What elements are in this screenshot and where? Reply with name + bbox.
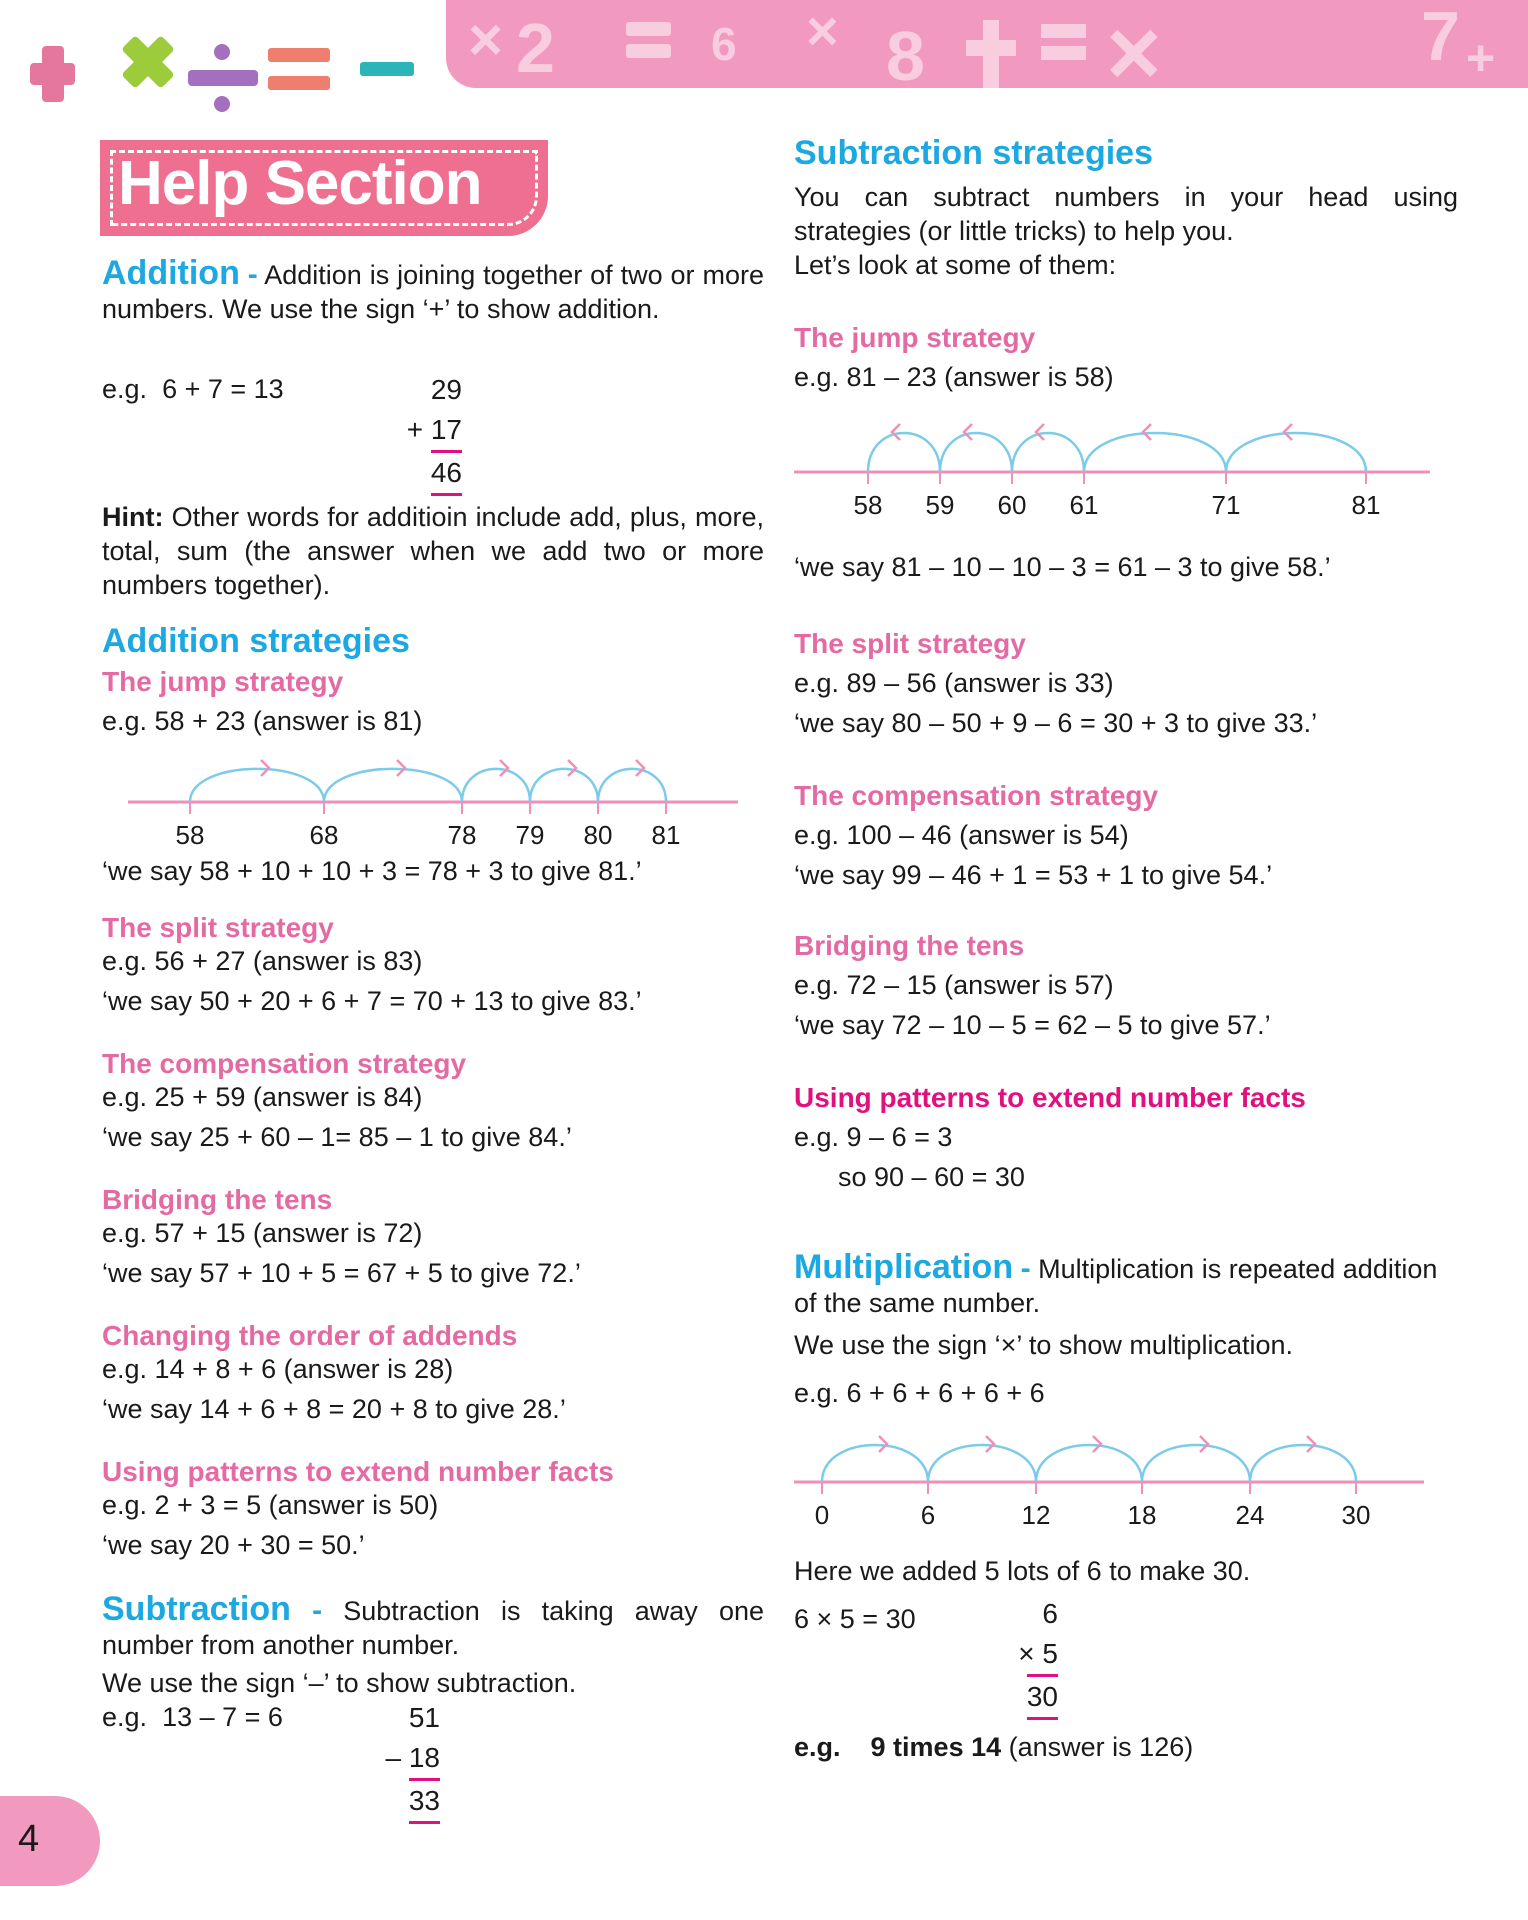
addition-hint: Hint: Other words for additioin include add, plus, more, total, sum (the answer when we add two or more numbers together). <box>102 502 764 600</box>
add-patterns-section: Using patterns to extend number facts e.g. 2 + 3 = 5 (answer is 50) ‘we say 20 + 30 = 50.’ <box>102 1456 614 1560</box>
number-line-label: 58 <box>175 820 205 850</box>
header-banner <box>446 0 1528 88</box>
addition-definition: Addition is joining together of two or more numbers. We use the sign ‘+’ to show addition. <box>102 260 764 324</box>
decor-7: 7 <box>1421 0 1460 75</box>
jump-arc <box>822 1445 928 1482</box>
subtraction-heading: Subtraction <box>102 1590 291 1628</box>
number-line-label: 80 <box>583 820 613 850</box>
add-split-section: The split strategy e.g. 56 + 27 (answer is 83) ‘we say 50 + 20 + 6 + 7 = 70 + 13 to give 83.’ <box>102 912 642 1016</box>
jump-arc <box>1036 1445 1142 1482</box>
subtraction-example: e.g. 13 – 7 = 6 <box>102 1702 283 1732</box>
number-line-label: 58 <box>853 490 883 520</box>
number-line-label: 68 <box>309 820 339 850</box>
subtraction-strategies-heading: Subtraction strategies <box>794 134 1153 172</box>
addition-column-sum: 29 + 17 46 <box>380 370 462 496</box>
add-bridging-section: Bridging the tens e.g. 57 + 15 (answer is 72) ‘we say 57 + 10 + 5 = 67 + 5 to give 72.’ <box>102 1184 581 1288</box>
jump-arrow-icon <box>1036 424 1044 440</box>
svg-text:×: × <box>1106 0 1162 88</box>
jump-arc <box>462 769 530 802</box>
title-ribbon <box>100 140 548 236</box>
jump-arc <box>598 769 666 802</box>
number-line-label: 81 <box>651 820 681 850</box>
number-line-label: 79 <box>515 820 545 850</box>
addition-intro: Addition - Addition is joining together of two or more numbers. We use the sign ‘+’ to show addition. <box>102 254 764 324</box>
multiplication-intro: Multiplication - Multiplication is repeated addition of the same number. <box>794 1248 1438 1318</box>
multiplication-summary: Here we added 5 lots of 6 to make 30. <box>794 1556 1251 1586</box>
addition-heading: Addition <box>102 254 240 292</box>
jump-arc <box>1012 433 1084 472</box>
number-line-label: 6 <box>920 1500 936 1530</box>
plus-icon <box>30 46 75 102</box>
jump-arc <box>1142 1445 1250 1482</box>
jump-arc <box>530 769 598 802</box>
add-jump-explanation: ‘we say 58 + 10 + 10 + 3 = 78 + 3 to give 81.’ <box>102 856 642 886</box>
multiplication-sign-line: We use the sign ‘×’ to show multiplication. <box>794 1330 1293 1360</box>
number-line-label: 18 <box>1127 1500 1157 1530</box>
subtraction-column: 51 – 18 33 <box>360 1698 440 1824</box>
math-symbols-decoration <box>30 20 430 124</box>
number-line-label: 0 <box>814 1500 830 1530</box>
addition-example: e.g. 6 + 7 = 13 <box>102 374 284 404</box>
multiplication-column: 6 × 5 30 <box>990 1594 1058 1720</box>
number-line-label: 12 <box>1021 1500 1051 1530</box>
sub-patterns-section: Using patterns to extend number facts e.g. 9 – 6 = 3 so 90 – 60 = 30 <box>794 1082 1306 1192</box>
number-line-label: 59 <box>925 490 955 520</box>
jump-arc <box>1226 433 1366 472</box>
math-symbols-pattern <box>446 0 1528 88</box>
divide-icon <box>188 44 258 112</box>
number-line-label: 71 <box>1211 490 1241 520</box>
times-icon <box>108 22 187 101</box>
decor-6: 6 <box>711 18 737 70</box>
multiplication-heading: Multiplication <box>794 1248 1014 1286</box>
jump-arrow-icon <box>964 424 972 440</box>
add-order-section: Changing the order of addends e.g. 14 + 8 + 6 (answer is 28) ‘we say 14 + 6 + 8 = 20 + 8 to give 28.’ <box>102 1320 566 1424</box>
addition-strategies-heading: Addition strategies <box>102 622 410 660</box>
number-line-label: 24 <box>1235 1500 1265 1530</box>
number-line-label: 61 <box>1069 490 1099 520</box>
number-line-label: 81 <box>1351 490 1381 520</box>
add-number-line <box>128 750 738 854</box>
sub-jump-explanation: ‘we say 81 – 10 – 10 – 3 = 61 – 3 to give 58.’ <box>794 552 1331 582</box>
svg-text:×: × <box>468 6 504 73</box>
jump-arc <box>928 1445 1036 1482</box>
sub-bridging-section: Bridging the tens e.g. 72 – 15 (answer is 57) ‘we say 72 – 10 – 5 = 62 – 5 to give 57.’ <box>794 930 1271 1040</box>
add-jump-section: The jump strategy e.g. 58 + 23 (answer is 81) <box>102 666 423 736</box>
page-number: 4 <box>18 1818 40 1860</box>
subtraction-strategies-intro: You can subtract numbers in your head using strategies (or little tricks) to help you. <box>794 182 1458 246</box>
subtraction-sign-line: We use the sign ‘–’ to show subtraction. <box>102 1668 577 1698</box>
sub-split-section: The split strategy e.g. 89 – 56 (answer is 33) ‘we say 80 – 50 + 9 – 6 = 30 + 3 to give 33.’ <box>794 628 1318 738</box>
equals-icon <box>268 48 330 90</box>
page-number-badge <box>0 1796 100 1886</box>
page-title: Help Section <box>118 149 482 218</box>
number-line-label: 60 <box>997 490 1027 520</box>
jump-arc <box>940 433 1012 472</box>
add-compensation-section: The compensation strategy e.g. 25 + 59 (answer is 84) ‘we say 25 + 60 – 1= 85 – 1 to give 84.’ <box>102 1048 572 1152</box>
mult-number-line <box>794 1420 1434 1534</box>
jump-arc <box>324 769 462 802</box>
jump-arrow-icon <box>892 424 900 440</box>
multiplication-example: e.g. 6 + 6 + 6 + 6 + 6 <box>794 1378 1045 1408</box>
decor-8: 8 <box>886 17 925 88</box>
minus-icon <box>360 62 414 76</box>
number-line-label: 30 <box>1341 1500 1371 1530</box>
multiplication-equation: 6 × 5 = 30 <box>794 1604 916 1634</box>
svg-text:×: × <box>806 0 839 62</box>
sub-compensation-section: The compensation strategy e.g. 100 – 46 (answer is 54) ‘we say 99 – 46 + 1 = 53 + 1 to give 54.’ <box>794 780 1273 890</box>
jump-arc <box>868 433 940 472</box>
sub-number-line <box>794 410 1434 524</box>
svg-text:+: + <box>1466 30 1496 86</box>
sub-jump-section: The jump strategy e.g. 81 – 23 (answer is 58) <box>794 322 1114 392</box>
jump-arc <box>1084 433 1226 472</box>
number-line-label: 78 <box>447 820 477 850</box>
subtraction-intro: Subtraction - Subtraction is taking away one number from another number. <box>102 1590 764 1660</box>
subtraction-strategies-intro-2: Let’s look at some of them: <box>794 250 1117 280</box>
multiplication-example-2: e.g. 9 times 14 (answer is 126) <box>794 1732 1194 1762</box>
decor-2: 2 <box>516 9 555 87</box>
jump-arc <box>1250 1445 1356 1482</box>
jump-arc <box>190 769 324 802</box>
